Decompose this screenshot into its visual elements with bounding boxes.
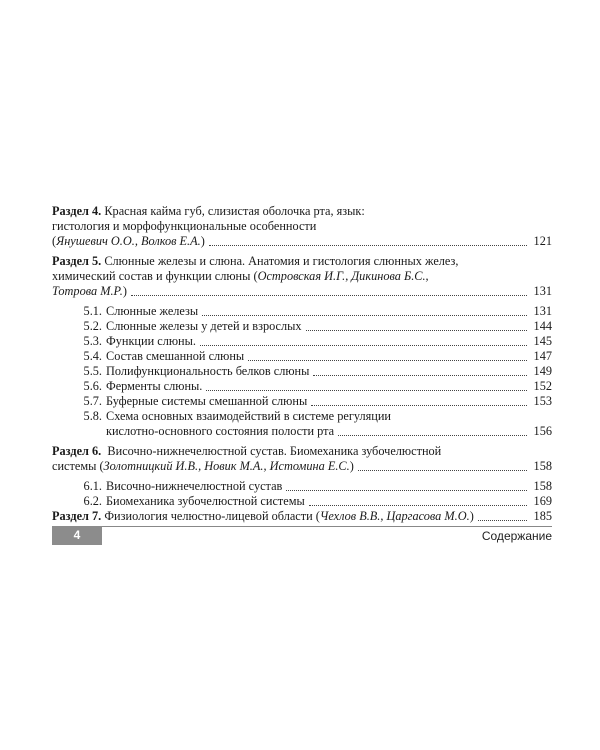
item-title: Состав смешанной слюны <box>106 349 245 363</box>
section-authors: Островская И.Г., Дикинова Б.С., <box>257 269 429 283</box>
item-title: Слюнные железы <box>106 304 199 318</box>
page-number: 149 <box>533 364 552 378</box>
item-number: 5.4. <box>83 349 102 363</box>
item-number: 5.1. <box>83 304 102 318</box>
page-number: 185 <box>533 509 552 523</box>
toc-item-5-6[interactable] <box>67 379 552 394</box>
leader-dots <box>202 315 527 316</box>
section-title: Слюнные железы и слюна. Анатомия и гистология слюнных желез, <box>104 254 459 268</box>
item-title: Слюнные железы у детей и взрослых <box>106 319 302 333</box>
section-title: Височно-нижнечелюстной сустав. Биомеханика зубочелюстной <box>107 444 442 458</box>
item-number: 6.2. <box>83 494 102 508</box>
page-number-badge: 4 <box>52 526 102 545</box>
item-title: Схема основных взаимодействий в системе регуляции <box>106 409 392 423</box>
toc-section-4[interactable]: Раздел 4. Красная кайма губ, слизистая оболочка рта, язык: гистология и морфофункциональные особенности (Янушевич О.О., Волков Е.А.) 121 <box>52 204 552 248</box>
item-number: 5.6. <box>83 379 102 393</box>
page-number: 158 <box>533 459 552 473</box>
item-title: Буферные системы смешанной слюны <box>106 394 308 408</box>
toc-item-6-1[interactable] <box>67 479 552 494</box>
section-authors: Янушевич О.О., Волков Е.А. <box>56 234 201 248</box>
item-number: 5.7. <box>83 394 102 408</box>
leader-dots <box>478 520 527 521</box>
page-number: 158 <box>533 479 552 493</box>
page-number: 169 <box>533 494 552 508</box>
leader-dots <box>209 245 527 246</box>
toc-section-6[interactable]: Раздел 6. Височно-нижнечелюстной сустав. Биомеханика зубочелюстной системы (Золотницкий И.В., Новик М.А., Истомина Е.С.) 158 <box>52 444 552 473</box>
section-authors: Золотницкий И.В., Новик М.А., Истомина Е.С. <box>103 459 350 473</box>
toc-item-5-5[interactable] <box>67 364 552 379</box>
toc-item-5-1[interactable] <box>67 304 552 319</box>
running-footer-label: Содержание <box>481 529 552 543</box>
leader-dots <box>306 330 527 331</box>
toc-item-5-7[interactable] <box>67 394 552 409</box>
section-label: Раздел 6. <box>52 444 102 458</box>
leader-dots <box>313 375 527 376</box>
toc-item-5-2[interactable] <box>67 319 552 334</box>
section-title-cont: системы ( <box>52 459 104 473</box>
footer-divider <box>52 526 552 527</box>
leader-dots <box>206 390 527 391</box>
page-number: 153 <box>533 394 552 408</box>
leader-dots <box>131 295 527 296</box>
leader-dots <box>311 405 527 406</box>
leader-dots <box>338 435 527 436</box>
section-authors-cont: Тотрова М.Р. <box>52 284 123 298</box>
toc-item-6-2[interactable] <box>67 494 552 509</box>
table-of-contents <box>52 204 552 524</box>
page-number: 131 <box>533 284 552 298</box>
item-title: Функции слюны. <box>106 334 196 348</box>
toc-section-7[interactable]: Раздел 7. Физиология челюстно-лицевой области (Чехлов В.В., Царгасова М.О.) 185 <box>52 509 552 523</box>
item-title: Полифункциональность белков слюны <box>106 364 310 378</box>
toc-item-5-3[interactable] <box>67 334 552 349</box>
page-number: 156 <box>533 424 552 438</box>
leader-dots <box>200 345 527 346</box>
item-number: 5.2. <box>83 319 102 333</box>
item-number: 5.3. <box>83 334 102 348</box>
leader-dots <box>358 470 527 471</box>
section-label: Раздел 5. <box>52 254 102 268</box>
page-number: 152 <box>533 379 552 393</box>
item-number: 6.1. <box>83 479 102 493</box>
section-title-cont: химический состав и функции слюны ( <box>52 269 258 283</box>
page-number: 144 <box>533 319 552 333</box>
item-number: 5.5. <box>83 364 102 378</box>
section-title-cont: гистология и морфофункциональные особенности <box>52 219 317 233</box>
page-number: 121 <box>533 234 552 248</box>
leader-dots <box>248 360 527 361</box>
page-number: 131 <box>533 304 552 318</box>
toc-item-5-4[interactable] <box>67 349 552 364</box>
leader-dots <box>286 490 527 491</box>
toc-section-6-items <box>52 479 552 509</box>
section-title: Красная кайма губ, слизистая оболочка рта, язык: <box>104 204 365 218</box>
section-label: Раздел 4. <box>52 204 102 218</box>
item-title: Височно-нижнечелюстной сустав <box>106 479 283 493</box>
item-title: Биомеханика зубочелюстной системы <box>106 494 305 508</box>
item-number: 5.8. <box>83 409 102 423</box>
item-title-cont: кислотно-основного состояния полости рта <box>106 424 335 438</box>
leader-dots <box>309 505 527 506</box>
section-label: Раздел 7. <box>52 509 102 523</box>
section-authors: Чехлов В.В., Царгасова М.О. <box>319 509 470 523</box>
toc-item-5-8[interactable] <box>52 409 552 439</box>
toc-section-5[interactable]: Раздел 5. Слюнные железы и слюна. Анатомия и гистология слюнных желез, химический состав и функции слюны (Островская И.Г., Дикинова Б.С., Тотрова М.Р.) 131 <box>52 254 552 298</box>
page-number: 147 <box>533 349 552 363</box>
section-title: Физиология челюстно-лицевой области ( <box>104 509 320 523</box>
page-number: 145 <box>533 334 552 348</box>
item-title: Ферменты слюны. <box>106 379 203 393</box>
toc-section-5-items <box>52 304 552 409</box>
